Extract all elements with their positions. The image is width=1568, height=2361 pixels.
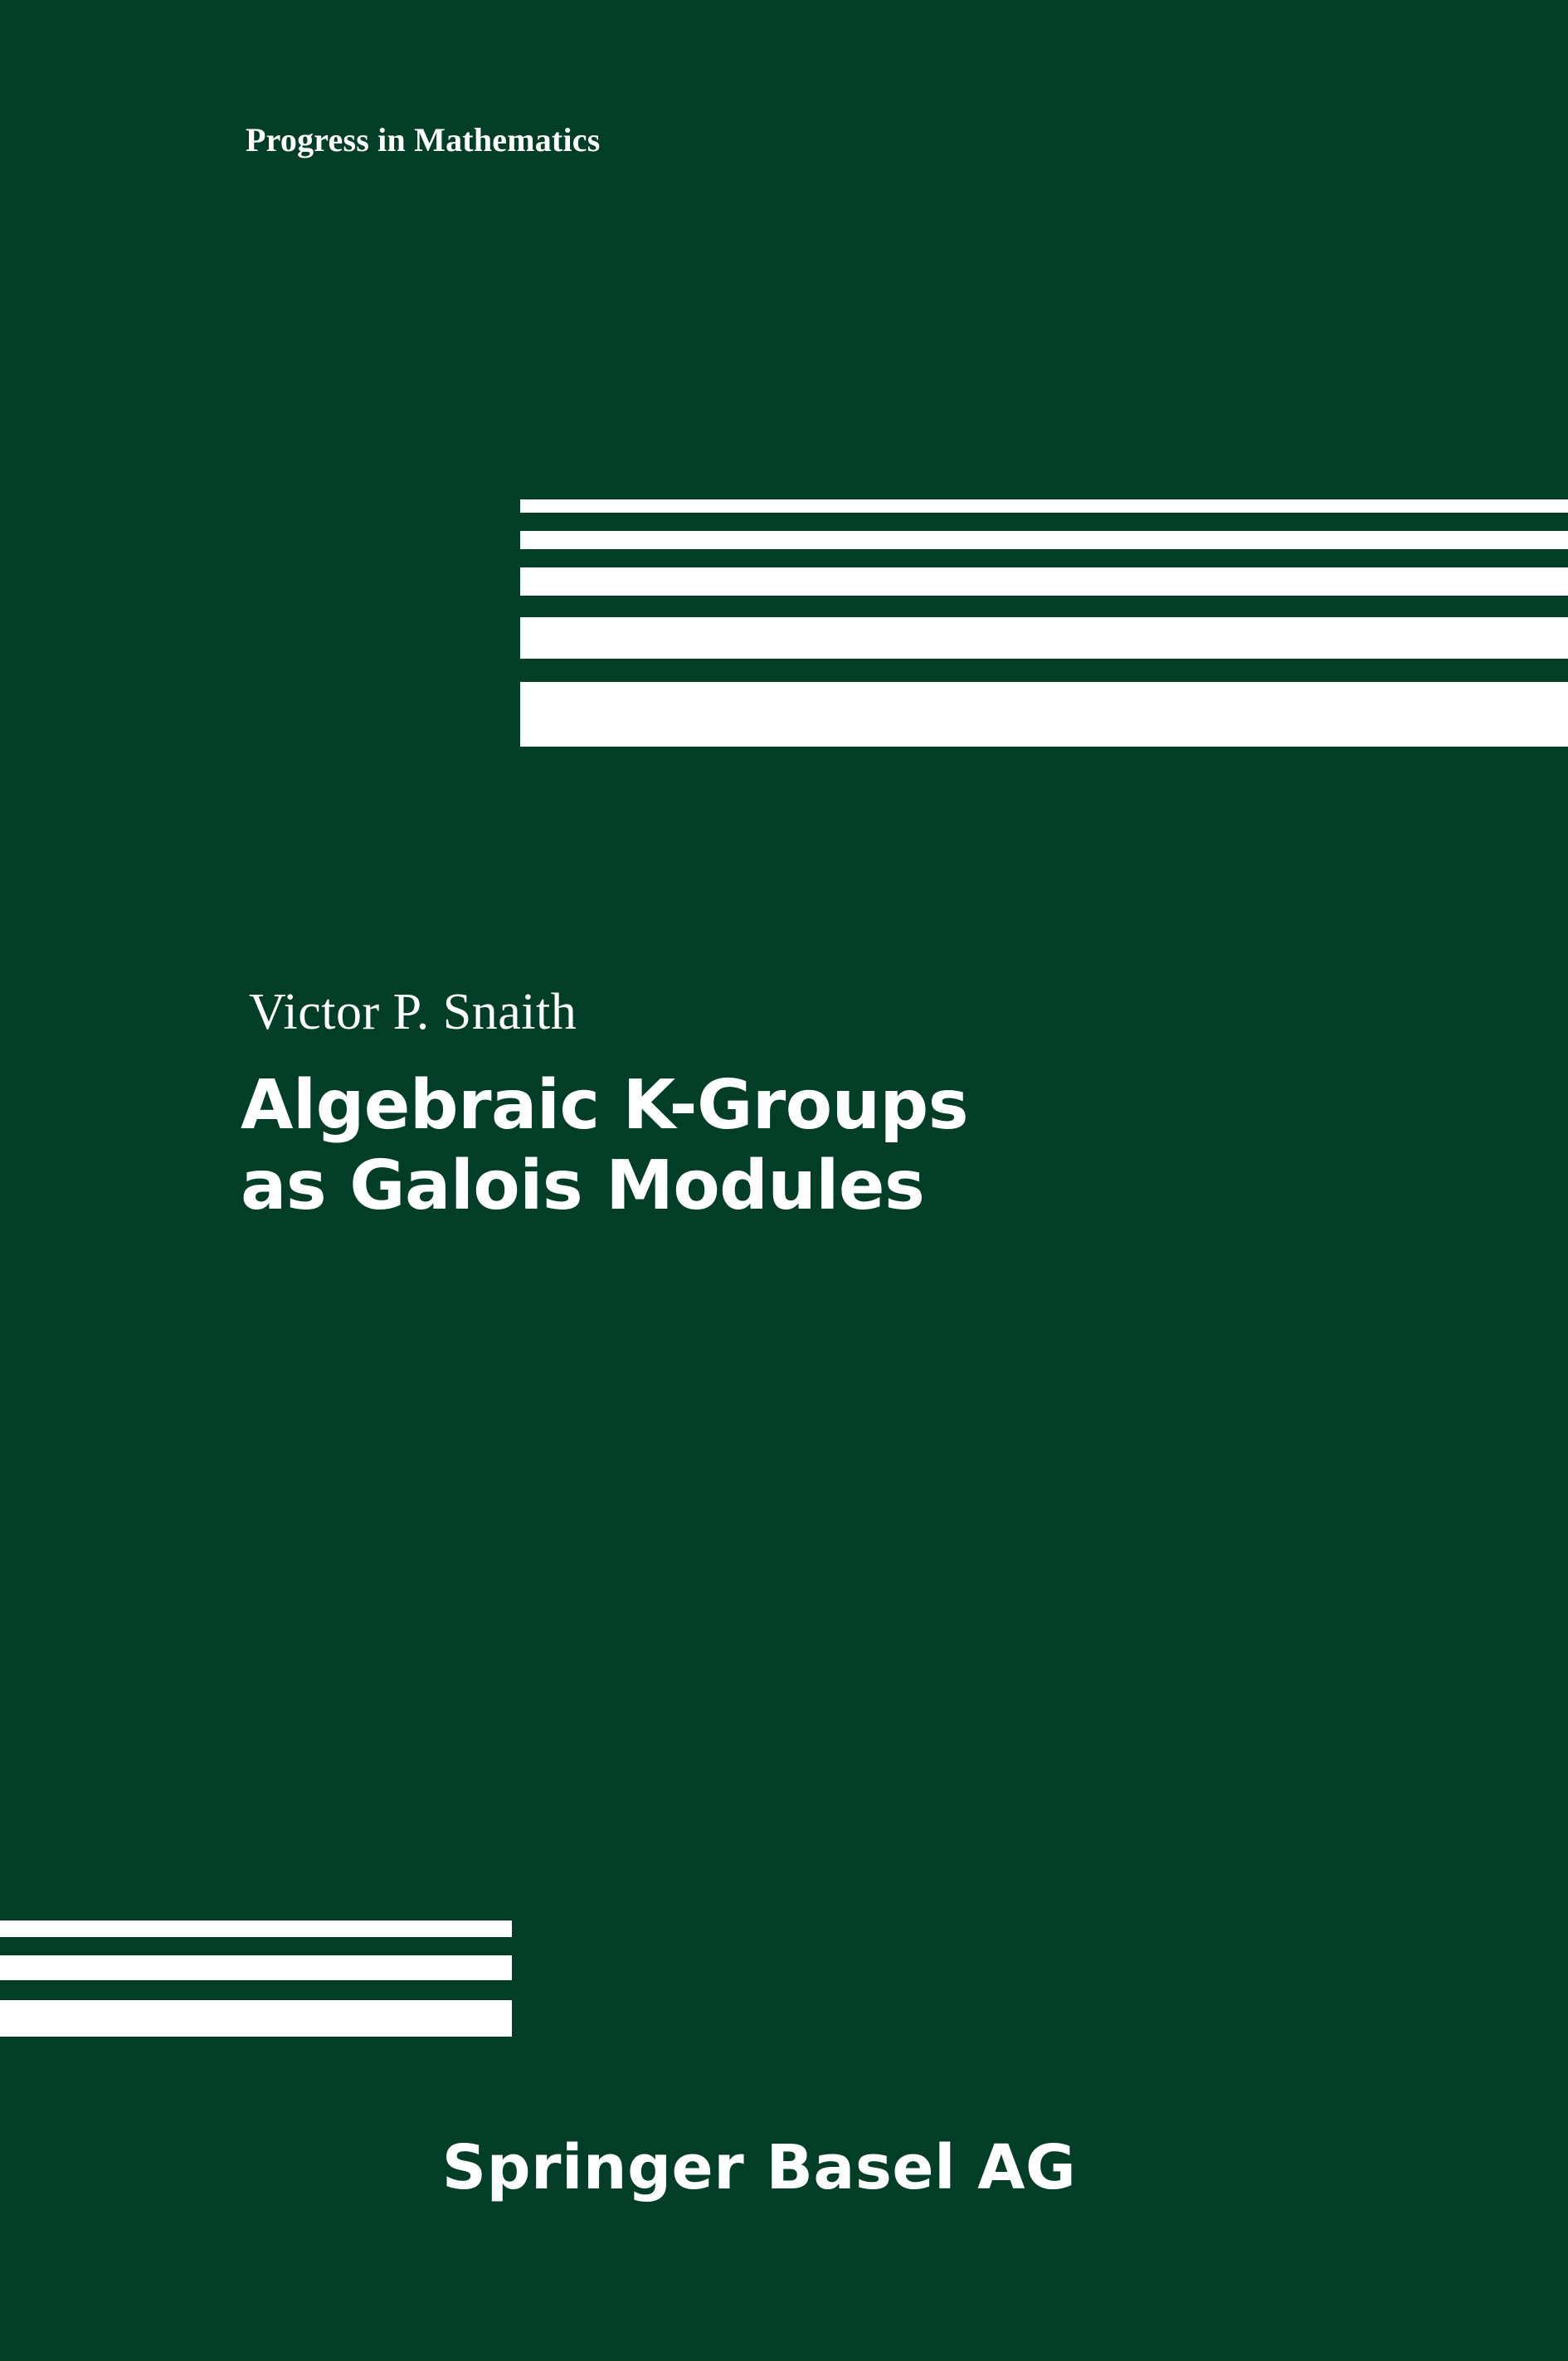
decorative-bar [0,2000,512,2037]
decorative-gap [520,549,1568,567]
series-label: Progress in Mathematics [246,121,601,158]
title-line-2: as Galois Modules [241,1146,925,1225]
decorative-gap [520,596,1568,617]
title-line-1: Algebraic K-Groups [241,1066,969,1145]
decorative-bar-stack-bottom [0,1920,512,2037]
decorative-bar [0,1955,512,1980]
decorative-bar [520,682,1568,747]
decorative-gap [0,1980,512,2000]
decorative-bar-stack-top [520,499,1568,747]
decorative-bar [520,499,1568,513]
decorative-gap [520,513,1568,531]
book-title [241,1066,1361,1227]
decorative-bar [0,1920,512,1937]
decorative-gap [520,659,1568,682]
decorative-gap [0,1937,512,1955]
decorative-bar [520,531,1568,549]
publisher-name: Springer Basel AG [441,2132,1077,2203]
author-name: Victor P. Snaith [249,984,577,1040]
decorative-bar [520,617,1568,659]
decorative-bar [520,567,1568,596]
